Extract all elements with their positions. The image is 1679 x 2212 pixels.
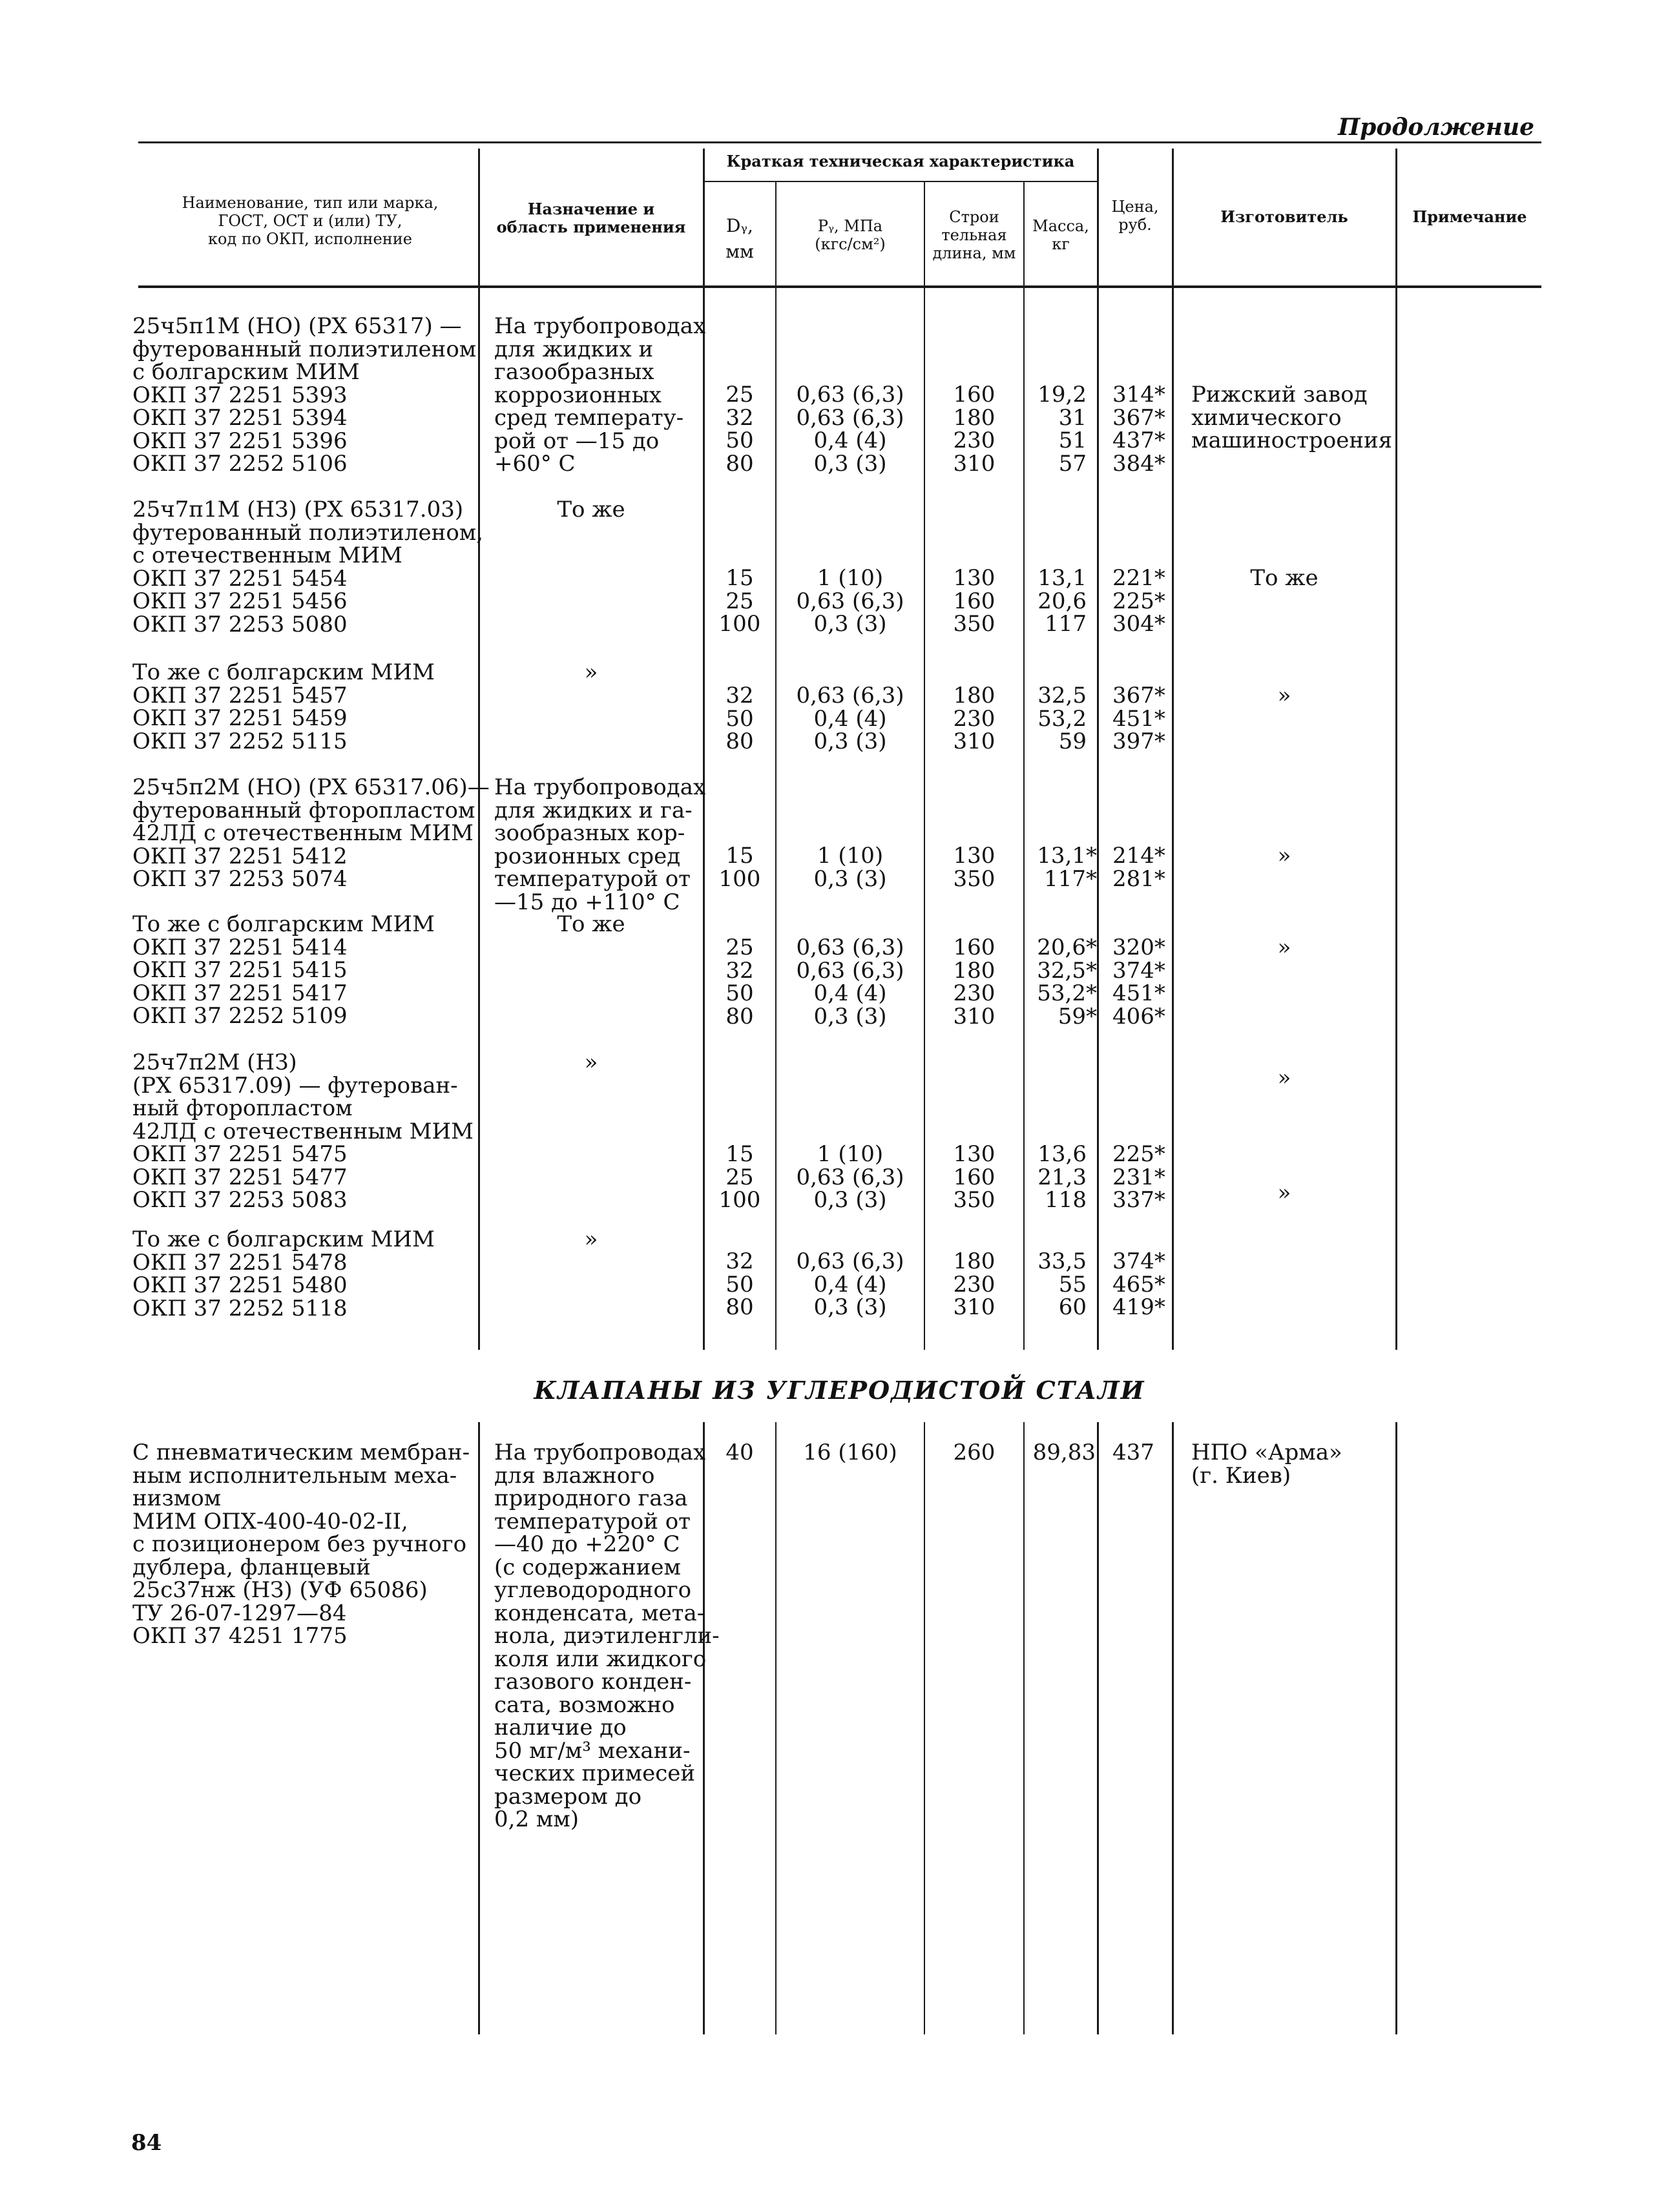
row-purpose: На трубопроводах для жидких и га- зообразных кор- розионных сред температурой от —15 до +110° С: [494, 774, 706, 915]
row-price: 221* 225* 304*: [1112, 565, 1165, 637]
row-purpose: То же: [557, 911, 625, 937]
row-maker: »: [1277, 935, 1291, 960]
row-mass: 32,5 53,2 59: [1038, 683, 1087, 754]
header-maker: Изготовитель: [1220, 207, 1348, 226]
page-number: 84: [131, 2130, 162, 2156]
row-length: 130 160 350: [953, 1141, 996, 1213]
row-purpose: То же: [557, 497, 625, 522]
row-dy: 15 25 100: [718, 1141, 761, 1213]
col-divider-3: [775, 182, 777, 1350]
header-price: Цена, руб.: [1111, 198, 1159, 234]
header-bottom-rule: [138, 285, 1541, 288]
row-name: 25ч7п1М (НЗ) (РХ 65317.03) футерованный полиэтиленом, с отечественным МИМ ОКП 37 2251 5454 ОКП 37 2251 5456 ОКП 37 2253 5080: [132, 497, 484, 637]
row-py: 1 (10) 0,3 (3): [813, 843, 887, 892]
row-length: 180 230 310: [953, 1248, 996, 1320]
col-divider-1b: [478, 1422, 480, 2034]
section-title: КЛАПАНЫ ИЗ УГЛЕРОДИСТОЙ СТАЛИ: [534, 1376, 1145, 1405]
row-name: С пневматическим мембран- ным исполнительным меха- низмом МИМ ОПХ-400-40-02-II, с позиционером без ручного дублера, фланцевый 25с37нж (НЗ) (УФ 65086) ТУ 26-07-1297—84 ОКП 37 4251 1775: [132, 1440, 470, 1649]
row-mass: 13,6 21,3 118: [1038, 1141, 1087, 1213]
row-py: 0,63 (6,3) 0,4 (4) 0,3 (3): [796, 683, 904, 754]
row-mass: 13,1* 117*: [1037, 843, 1097, 892]
row-length: 130 160 350: [953, 565, 996, 637]
col-divider-1: [478, 149, 480, 1350]
row-length: 160 180 230 310: [953, 935, 996, 1029]
row-dy: 32 50 80: [725, 683, 754, 754]
row-purpose: На трубопроводах для жидких и газообразных коррозионных сред температу- рой от —15 до +60° С: [494, 313, 706, 477]
header-name: Наименование, тип или марка, ГОСТ, ОСТ и (или) ТУ, код по ОКП, исполнение: [182, 194, 439, 248]
row-py: 1 (10) 0,63 (6,3) 0,3 (3): [796, 1141, 904, 1213]
col-divider-4b: [924, 1422, 925, 2034]
row-mass: 13,1 20,6 117: [1038, 565, 1087, 637]
row-mass: 33,5 55 60: [1038, 1248, 1087, 1320]
header-mass: Масса, кг: [1032, 217, 1089, 253]
col-divider-8: [1395, 149, 1397, 1350]
row-name: 25ч5п1М (НО) (РХ 65317) — футерованный полиэтиленом с болгарским МИМ ОКП 37 2251 5393 ОКП 37 2251 5394 ОКП 37 2251 5396 ОКП 37 2252 5106: [132, 313, 477, 477]
col-divider-4: [924, 182, 925, 1350]
row-py: 0,63 (6,3) 0,63 (6,3) 0,4 (4) 0,3 (3): [796, 382, 904, 477]
col-divider-7: [1172, 149, 1174, 1350]
row-price: 320* 374* 451* 406*: [1112, 935, 1165, 1029]
col-divider-3b: [775, 1422, 777, 2034]
header-length: Строи тельная длина, мм: [932, 208, 1016, 262]
row-dy: 25 32 50 80: [725, 935, 754, 1029]
row-length: 180 230 310: [953, 683, 996, 754]
row-dy: 25 32 50 80: [725, 382, 754, 477]
row-maker: »: [1277, 1065, 1291, 1091]
row-py: 0,63 (6,3) 0,4 (4) 0,3 (3): [796, 1248, 904, 1320]
row-name: То же с болгарским МИМ ОКП 37 2251 5414 ОКП 37 2251 5415 ОКП 37 2251 5417 ОКП 37 2252 5109: [132, 911, 435, 1029]
row-py: 16 (160): [803, 1440, 897, 1465]
row-dy: 15 100: [718, 843, 761, 892]
row-price: 367* 451* 397*: [1112, 683, 1165, 754]
continuation-label: Продолжение: [1338, 114, 1534, 141]
row-price: 314* 367* 437* 384*: [1112, 382, 1165, 477]
header-note: Примечание: [1412, 207, 1527, 226]
row-purpose: »: [584, 1049, 598, 1075]
row-dy: 15 25 100: [718, 565, 761, 637]
col-divider-7b: [1172, 1422, 1174, 2034]
row-maker: »: [1277, 683, 1291, 708]
row-maker: »: [1277, 843, 1291, 869]
row-mass: 19,2 31 51 57: [1038, 382, 1087, 477]
col-divider-8b: [1395, 1422, 1397, 2034]
row-price: 214* 281*: [1112, 843, 1165, 892]
row-maker: То же: [1250, 565, 1319, 591]
row-dy: 40: [725, 1440, 754, 1465]
row-maker: НПО «Арма» (г. Киев): [1191, 1440, 1342, 1489]
tech-header-rule: [703, 181, 1097, 182]
row-purpose: »: [584, 659, 598, 685]
header-tech: Краткая техническая характеристика: [726, 152, 1075, 171]
row-purpose: На трубопроводах для влажного природного газа температурой от —40 до +220° С (с содержанием углеводородного конденсата, мета- нола, диэтиленгли- коля или жидкого газового конден- сата, возможно наличие до 50 мг/м³ механи- ческих примесей размером до 0,2 мм): [494, 1440, 720, 1832]
row-dy: 32 50 80: [725, 1248, 754, 1320]
row-name: 25ч7п2М (НЗ) (РХ 65317.09) — футерован- ный фторопластом 42ЛД с отечественным МИМ ОКП 37 2251 5475 ОКП 37 2251 5477 ОКП 37 2253 5083: [132, 1049, 474, 1213]
header-purpose: Назначение и область применения: [496, 200, 686, 236]
row-maker: Рижский завод химического машиностроения: [1191, 382, 1393, 453]
row-name: То же с болгарским МИМ ОКП 37 2251 5478 ОКП 37 2251 5480 ОКП 37 2252 5118: [132, 1226, 435, 1321]
row-length: 130 350: [953, 843, 996, 892]
top-rule: [138, 141, 1541, 143]
row-py: 1 (10) 0,63 (6,3) 0,3 (3): [796, 565, 904, 637]
header-dy: Dᵧ, мм: [725, 215, 754, 262]
row-name: 25ч5п2М (НО) (РХ 65317.06)— футерованный фторопластом 42ЛД с отечественным МИМ ОКП 37 2251 5412 ОКП 37 2253 5074: [132, 774, 490, 892]
row-price: 374* 465* 419*: [1112, 1248, 1165, 1320]
row-py: 0,63 (6,3) 0,63 (6,3) 0,4 (4) 0,3 (3): [796, 935, 904, 1029]
col-divider-5b: [1023, 1422, 1025, 2034]
row-mass: 89,83: [1032, 1440, 1096, 1465]
row-mass: 20,6* 32,5* 53,2* 59*: [1037, 935, 1097, 1029]
row-purpose: »: [584, 1226, 598, 1252]
row-price: 225* 231* 337*: [1112, 1141, 1165, 1213]
row-price: 437: [1112, 1440, 1154, 1465]
col-divider-6b: [1097, 1422, 1099, 2034]
header-py: Pᵧ, МПа (кгс/см²): [815, 217, 886, 253]
col-divider-6: [1097, 149, 1099, 1350]
row-length: 260: [953, 1440, 996, 1465]
row-maker: »: [1277, 1180, 1291, 1206]
col-divider-5: [1023, 182, 1025, 1350]
row-length: 160 180 230 310: [953, 382, 996, 477]
row-name: То же с болгарским МИМ ОКП 37 2251 5457 ОКП 37 2251 5459 ОКП 37 2252 5115: [132, 659, 435, 754]
